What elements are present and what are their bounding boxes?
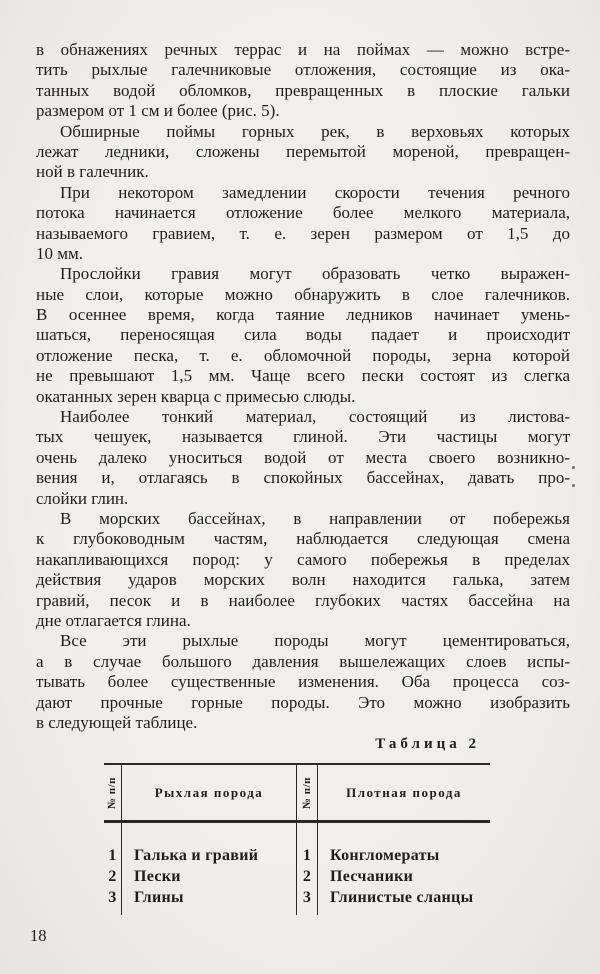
text-line: накапливающихся пород: у самого побережья в пределах	[36, 549, 570, 569]
text-line: не превышают 1,5 мм. Чаще всего пески состоят из слегка	[36, 366, 570, 386]
col-num-right	[296, 823, 318, 915]
header-label: Плотная порода	[346, 784, 462, 800]
scan-speck	[572, 484, 575, 487]
text-line: ной в галечник.	[36, 162, 149, 182]
table-cell: Пески	[134, 868, 181, 885]
text-line: очень далеко уноситься водой от места своего возникно-	[36, 447, 570, 467]
rotated-header-label: № п/п	[106, 776, 119, 809]
text-line: дают прочные горные породы. Это можно изобразить	[36, 692, 570, 712]
text-block	[36, 40, 570, 733]
text-line: а в случае большого давления вышележащих слоев испы-	[36, 651, 570, 671]
scan-speck	[572, 466, 575, 469]
header-cell-num-left	[104, 765, 122, 820]
text-line: вения и, отлагаясь в спокойных бассейнах, давать про-	[36, 468, 570, 488]
table-cell: Глинистые сланцы	[330, 889, 474, 906]
text-line: Все эти рыхлые породы могут цементироваться,	[60, 631, 570, 651]
header-cell-loose-rock	[122, 765, 296, 820]
text-line: действия ударов морских волн находится галька, затем	[36, 570, 570, 590]
text-line: гравий, песок и в наиболее глубоких частях бассейна на	[36, 590, 570, 610]
rotated-header-label: № п/п	[301, 776, 314, 809]
text-line: называемого гравием, т. е. зерен размером от 1,5 до	[36, 223, 570, 243]
text-line: ные слои, которые можно обнаружить в слое галечников.	[36, 284, 570, 304]
text-line: шаться, переносящая сила воды падает и происходит	[36, 325, 570, 345]
header-label: Рыхлая порода	[154, 784, 264, 800]
table-cell: 2	[302, 868, 312, 885]
table-cell: 2	[108, 868, 117, 885]
text-line: 10 мм.	[36, 243, 84, 263]
text-line: дне отлагается глина.	[36, 610, 191, 630]
text-line: Прослойки гравия могут образовать четко выражен-	[60, 264, 570, 284]
text-line: размером от 1 см и более (рис. 5).	[36, 101, 280, 121]
col-loose	[122, 823, 296, 915]
text-line: к глубоководным частям, наблюдается следующая смена	[36, 529, 570, 549]
text-line: В осеннее время, когда таяние ледников начинает умень-	[36, 305, 570, 325]
text-line: В морских бассейнах, в направлении от побережья	[60, 508, 570, 528]
text-line: отложение песка, т. е. обломочной породы, зерна которой	[36, 345, 570, 365]
header-cell-dense-rock	[318, 765, 490, 820]
table	[104, 763, 490, 915]
table-title: Таблица 2	[375, 736, 480, 752]
table-cell: Конгломераты	[330, 847, 440, 864]
text-line: слойки глин.	[36, 488, 129, 508]
page-number: 18	[30, 926, 47, 945]
text-line: в обнажениях речных террас и на поймах — можно встре-	[36, 40, 570, 59]
text-line: в следующей таблице.	[36, 712, 198, 732]
col-dense	[318, 823, 490, 915]
table-cell: 3	[302, 889, 312, 906]
table-cell: 3	[108, 889, 117, 906]
text-line: Обширные поймы горных рек, в верховьях которых	[60, 121, 570, 141]
text-line: лежат ледники, сложены перемытой мореной, превращен-	[36, 141, 570, 161]
text-line: При некотором замедлении скорости течения речного	[60, 182, 570, 202]
table-header-row	[104, 763, 490, 823]
table-cell: Галька и гравий	[134, 847, 259, 864]
text-line: Наиболее тонкий материал, состоящий из листова-	[60, 407, 570, 427]
text-line: окатанных зерен кварца с примесью слюды.	[36, 386, 356, 406]
table-body	[104, 823, 490, 915]
text-line: тывать более существенные изменения. Оба процесса соз-	[36, 672, 570, 692]
text-line: потока начинается отложение более мелкого материала,	[36, 203, 570, 223]
col-num-left	[104, 823, 122, 915]
table-cell: Глины	[134, 889, 184, 906]
text-line: тых чешуек, называется глиной. Эти частицы могут	[36, 427, 570, 447]
header-cell-num-right	[296, 765, 318, 820]
text-line: танных водой обломков, превращенных в плоские гальки	[36, 80, 570, 100]
table-cell: 1	[108, 847, 117, 864]
table-cell: Песчаники	[330, 868, 414, 885]
table-cell: 1	[302, 847, 312, 864]
text-line: тить рыхлые галечниковые отложения, состоящие из ока-	[36, 60, 570, 80]
